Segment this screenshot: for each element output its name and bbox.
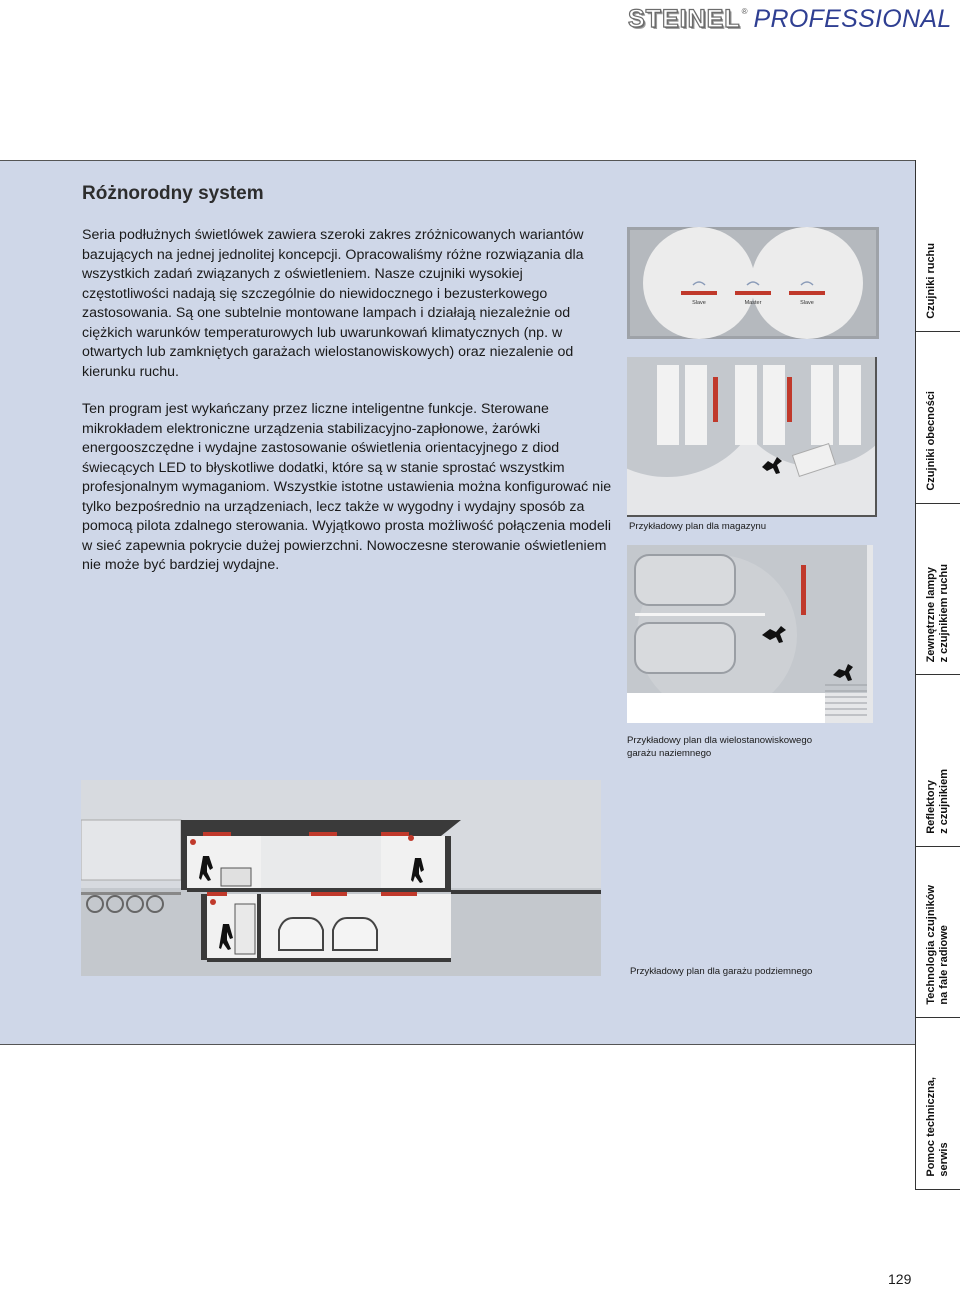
tab-zewnetrzne-lampy[interactable] bbox=[915, 504, 960, 675]
tab-czujniki-obecnosci[interactable] bbox=[915, 332, 960, 504]
sensor-coverage-figure bbox=[627, 227, 879, 339]
tab-label-zewnetrzne-lampy: Zewnętrzne lampy z czujnikiem ruchu bbox=[925, 563, 950, 662]
body-paragraph-2: Ten program jest wykańczany przez liczne inteligentne funkcje. Sterowane mikrokładem elektroniczne urządzenia stabilizacyjno-zapłonowe, żarówki energooszczędne i wydajne zastosowanie oświetlenia orientacyjnego z diod świecących LED to błyskotliwe dodatki, które są w stanie sprostać wszystkim profesjonalnym wymaganiom. Wszystkie istotne ustawienia można konfigurować nie tylko bezpośrednio na urządzeniach, lecz także w wygodny i wydajny sposób za pomocą pilota zdalnego sterowania. Wyjątkowo prosta możliwość połączenia modeli w sieć zapewnia pokrycie dużej powierzchni. Nowoczesne sterowanie oświetleniem nie może być bardziej wydajne. bbox=[82, 401, 612, 573]
tab-pomoc-techniczna[interactable] bbox=[915, 1018, 960, 1190]
tab-label-reflektory: Reflektory z czujnikiem bbox=[925, 769, 950, 834]
body-paragraph-1: Seria podłużnych świetlówek zawiera szeroki zakres zróżnicowanych wariantów bazujących na jednej jednolitej koncepcji. Opracowaliśmy różne rozwiązania dla wszystkich zadań związanych z oświetleniem. Nasze czujniki wysokiej częstotliwości nadają się szczególnie do niewidocznego i bezusterkowego zastosowania. Są one subtelnie montowane lampach i działają niezależnie od ciężkich warunków temperaturowych lub uwarunkowań klimatycznych (np. w otwartych lub zamkniętych garażach wielostanowiskowych) oraz niezalenie od kierunku ruchu. bbox=[82, 227, 584, 380]
logo-professional: PROFESSIONAL bbox=[753, 4, 952, 33]
section-title: Różnorodny system bbox=[82, 183, 264, 204]
underground-caption: Przykładowy plan dla garażu podziemnego bbox=[630, 966, 813, 977]
tab-technologia-fale-radiowe[interactable] bbox=[915, 847, 960, 1018]
tab-label-czujniki-ruchu: Czujniki ruchu bbox=[925, 243, 937, 319]
sensor-label-middle: Master bbox=[744, 300, 762, 306]
sensor-label-left: Slave bbox=[692, 300, 706, 306]
tab-label-pomoc: Pomoc techniczna, serwis bbox=[925, 1077, 950, 1177]
garage-plan-figure bbox=[627, 545, 873, 723]
underground-garage-figure bbox=[81, 780, 601, 976]
logo-registered-mark: ® bbox=[741, 7, 748, 16]
tab-label-czujniki-obecnosci: Czujniki obecności bbox=[925, 391, 937, 491]
tab-label-technologia: Technologia czujników na fale radiowe bbox=[925, 885, 950, 1005]
garage-caption: Przykładowy plan dla wielostanowiskowego garażu naziemnego bbox=[627, 735, 813, 759]
warehouse-plan-figure bbox=[627, 357, 877, 517]
page-number: 129 bbox=[888, 1271, 912, 1287]
logo-brand: STEINEL bbox=[628, 4, 741, 33]
tab-czujniki-ruchu[interactable] bbox=[915, 160, 960, 332]
tab-reflektory[interactable] bbox=[915, 675, 960, 847]
warehouse-caption: Przykładowy plan dla magazynu bbox=[629, 521, 767, 532]
sensor-label-right: Slave bbox=[800, 300, 814, 306]
steinel-logo bbox=[628, 4, 952, 34]
